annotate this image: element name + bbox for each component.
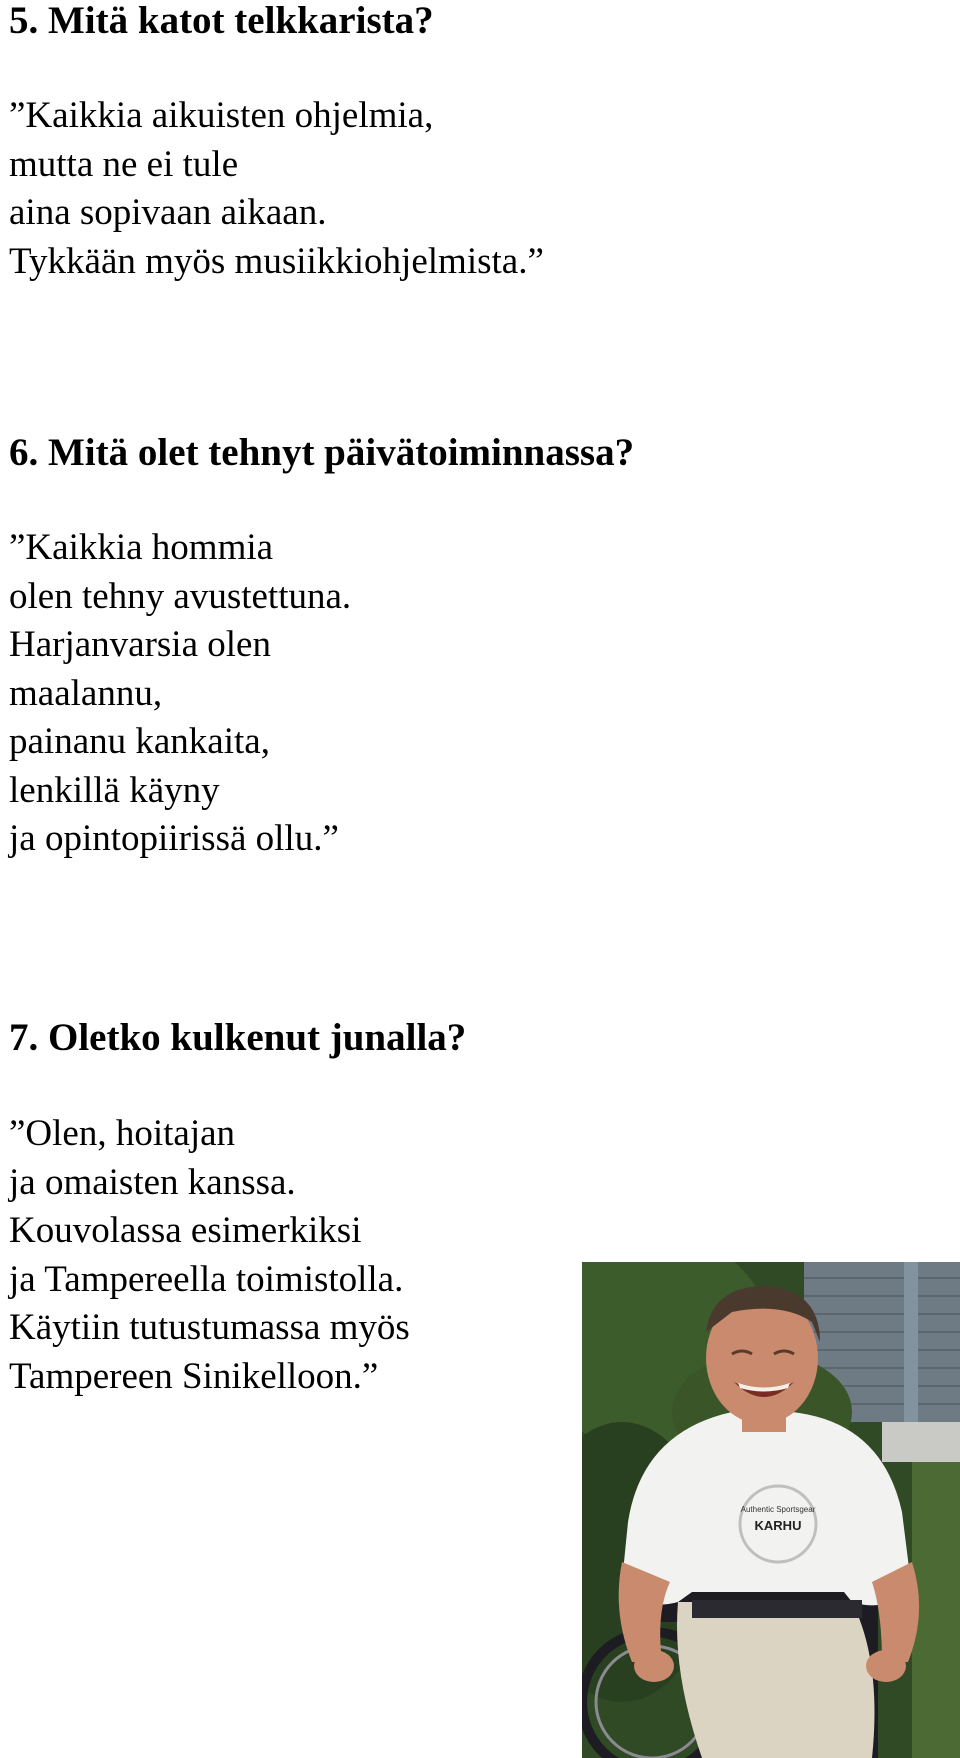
question-5: 5. Mitä katot telkkarista?: [9, 0, 434, 42]
answer-6-line: maalannu,: [9, 672, 163, 714]
answer-7-line: Tampereen Sinikelloon.”: [9, 1355, 379, 1397]
answer-7-line: Kouvolassa esimerkiksi: [9, 1210, 362, 1251]
answer-6-line: olen tehny avustettuna.: [9, 575, 352, 617]
answer-7: [9, 1110, 410, 1401]
photo-smiling-man-wheelchair: [582, 1262, 960, 1758]
answer-7-line: ja omaisten kanssa.: [9, 1161, 296, 1203]
answer-5-line: aina sopivaan aikaan.: [9, 192, 327, 233]
photo-shirt-text: KARHU: [754, 1518, 802, 1533]
answer-5-line: mutta ne ei tule: [9, 143, 239, 185]
question-7: 7. Oletko kulkenut junalla?: [9, 1016, 467, 1059]
answer-7-line: Käytiin tutustumassa myös: [9, 1307, 410, 1348]
answer-6-line: painanu kankaita,: [9, 721, 270, 762]
answer-6-line: ja opintopiirissä ollu.”: [9, 818, 339, 859]
answer-6-line: Harjanvarsia olen: [9, 624, 271, 665]
answer-5: [9, 92, 544, 286]
question-6: 6. Mitä olet tehnyt päivätoiminnassa?: [9, 431, 635, 474]
answer-5-line: ”Kaikkia aikuisten ohjelmia,: [9, 95, 434, 136]
photo-shirt-text: Authentic Sportsgear: [740, 1505, 816, 1514]
answer-6-line: ”Kaikkia hommia: [9, 527, 274, 568]
answer-7-line: ja Tampereella toimistolla.: [9, 1258, 404, 1300]
answer-6-line: lenkillä käyny: [9, 769, 220, 811]
answer-5-line: Tykkään myös musiikkiohjelmista.”: [9, 240, 544, 282]
answer-6: [9, 524, 351, 864]
answer-7-line: ”Olen, hoitajan: [9, 1113, 236, 1154]
